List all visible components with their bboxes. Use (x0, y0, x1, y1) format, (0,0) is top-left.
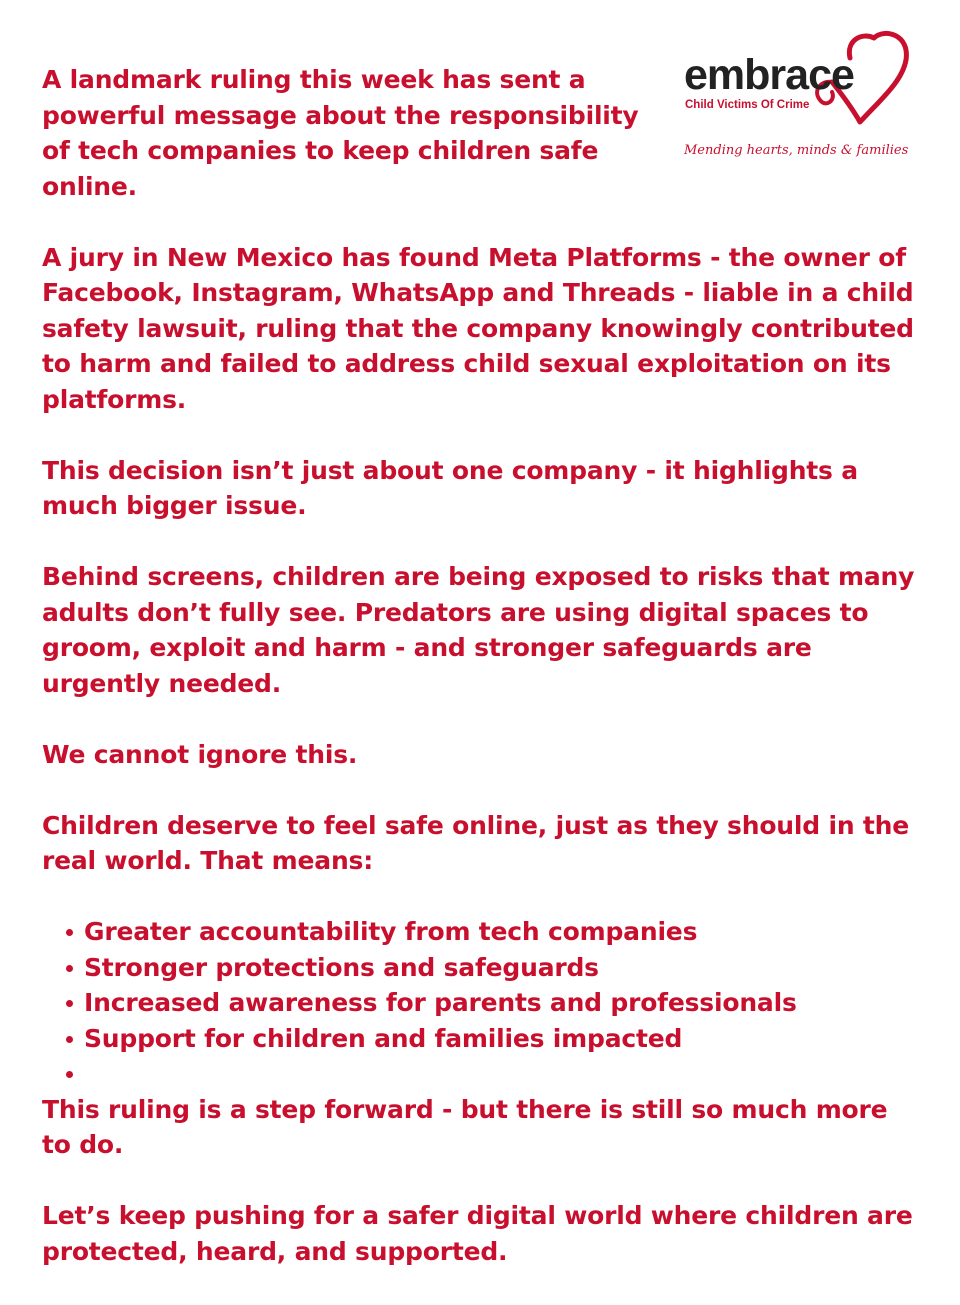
list-item: Greater accountability from tech companies (62, 914, 922, 950)
bullet-list (42, 914, 922, 1092)
list-item-empty (62, 1056, 922, 1092)
paragraph-bigger-issue: This decision isn’t just about one company - it highlights a much bigger issue. (42, 455, 858, 520)
logo-wordmark: embrace (684, 51, 854, 99)
paragraph-verdict: A jury in New Mexico has found Meta Platforms - the owner of Facebook, Instagram, WhatsApp and Threads - liable in a child safety lawsuit, ruling that the company knowingly contributed to harm and failed to address child sexual exploitation on its platforms. (42, 242, 914, 414)
paragraph-step-forward: This ruling is a step forward - but there is still so much more to do. (42, 1094, 888, 1159)
post-body (42, 62, 922, 1305)
intro-paragraph: A landmark ruling this week has sent a powerful message about the responsibility of tech companies to keep children safe online. (42, 65, 639, 201)
list-item: Stronger protections and safeguards (62, 950, 922, 986)
list-item: Increased awareness for parents and professionals (62, 985, 922, 1021)
paragraph-deserve-safety: Children deserve to feel safe online, just as they should in the real world. That means: (42, 810, 910, 875)
logo-tagline: Mending hearts, minds & families (684, 143, 909, 158)
logo-subtitle: Child Victims Of Crime (685, 99, 810, 111)
paragraph-cannot-ignore: We cannot ignore this. (42, 739, 358, 769)
paragraph-keep-pushing: Let’s keep pushing for a safer digital world where children are protected, heard, and supported. (42, 1201, 913, 1266)
paragraph-risks: Behind screens, children are being exposed to risks that many adults don’t fully see. Predators are using digital spaces to groom, exploit and harm - and stronger safeguards are urgently needed. (42, 562, 915, 698)
list-item: Support for children and families impacted (62, 1021, 922, 1057)
